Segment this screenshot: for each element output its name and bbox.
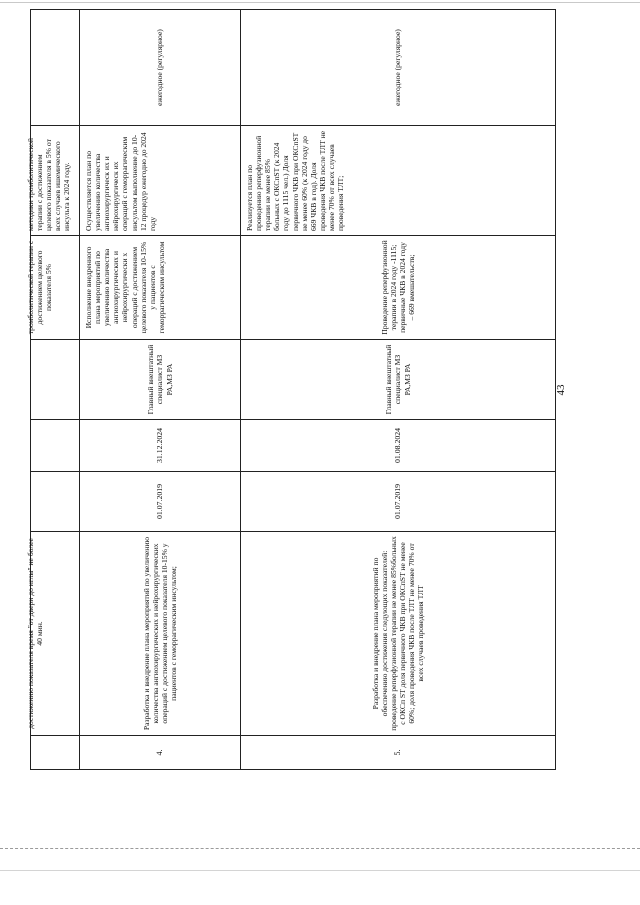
end-date-cell xyxy=(31,420,80,472)
table-row xyxy=(31,10,80,770)
responsible-cell: Главный внештатный специалист МЗ РА,МЗ РА xyxy=(80,340,241,420)
periodicity-cell xyxy=(31,10,80,126)
scan-top-edge xyxy=(0,2,640,3)
result-cell: Осуществляется план по увеличению количества ангиохирургическ их и нейрохирургическ их операций с геморрагическим инсультом выполнение до 10-12 процедур ежегодно до 2024 году xyxy=(80,126,241,236)
indicator-cell: Исполнение внедренного плана мероприятий по увеличению количества ангиохирургических и нейрохирургически х операций с достижением целевого показателя 10-15% у пациентов с геморрагическим инсультом xyxy=(80,236,241,340)
start-date-cell: 01.07.2019 xyxy=(80,472,241,532)
result-cell: Реализуется план по проведению реперфузионной терапии не менее 85% больных с ОКСпST (к 2024 году до 1115 чел.) Доля первичного ЧКВ при ОКСпST не менее 60% (к 2024 году до 669 ЧКВ в год). Доля проведения ЧКВ после ТЛТ не менее 70% от всех случаев проведения ТЛТ; xyxy=(241,126,556,236)
result-cell: методики тромболитической терапии с достижением целевого показателя в 5% от всех случаев ишемического инсульта к 2024 году. xyxy=(31,126,80,236)
row-number xyxy=(31,736,80,770)
start-date-cell: 01.07.2019 xyxy=(241,472,556,532)
measure-cell: достижению показателя время "от двери до иглы" не более 40 мин. xyxy=(31,532,80,736)
end-date-cell: 31.12.2024 xyxy=(80,420,241,472)
indicator-cell: тромболитической терапии с достижением целевого показателя 5% xyxy=(31,236,80,340)
periodicity-cell: ежегодное (регулярное) xyxy=(80,10,241,126)
scan-fold-line xyxy=(0,848,640,849)
plan-table xyxy=(26,9,556,770)
table-row xyxy=(80,10,241,770)
periodicity-cell: ежегодное (регулярное) xyxy=(241,10,556,126)
responsible-cell xyxy=(31,340,80,420)
responsible-cell: Главный внештатный специалист МЗ РА,МЗ РА xyxy=(241,340,556,420)
rotated-document-page xyxy=(26,10,590,770)
row-number: 4. xyxy=(80,736,241,770)
measure-cell: Разработка и внедрение плана мероприятий по обеспечению достижения следующих показателей: проведение реперфузионной терапии не менее 85%больных с ОКСп ST доля первичного ЧКВ при ОКСпST не менее 60%; доля проведения ЧКВ после ТЛТ не менее 70% от всех случаев проведения ТЛТ xyxy=(241,532,556,736)
table-row xyxy=(241,10,556,770)
page-number: 43 xyxy=(555,384,567,396)
start-date-cell xyxy=(31,472,80,532)
scan-bottom-edge xyxy=(0,870,640,871)
measure-cell: Разработка и внедрение плана мероприятий по увеличению количества ангиохирургических и нейрохирургических операций с достижением целевого показателя 10-15% у пациентов с геморрагическим инсультом; xyxy=(80,532,241,736)
end-date-cell: 01.08.2024 xyxy=(241,420,556,472)
indicator-cell: Проведение реперфузионной терапии в 2024 году -1115; первичные ЧКВ в 2024 году – 669 вмешательств; xyxy=(241,236,556,340)
row-number: 5. xyxy=(241,736,556,770)
